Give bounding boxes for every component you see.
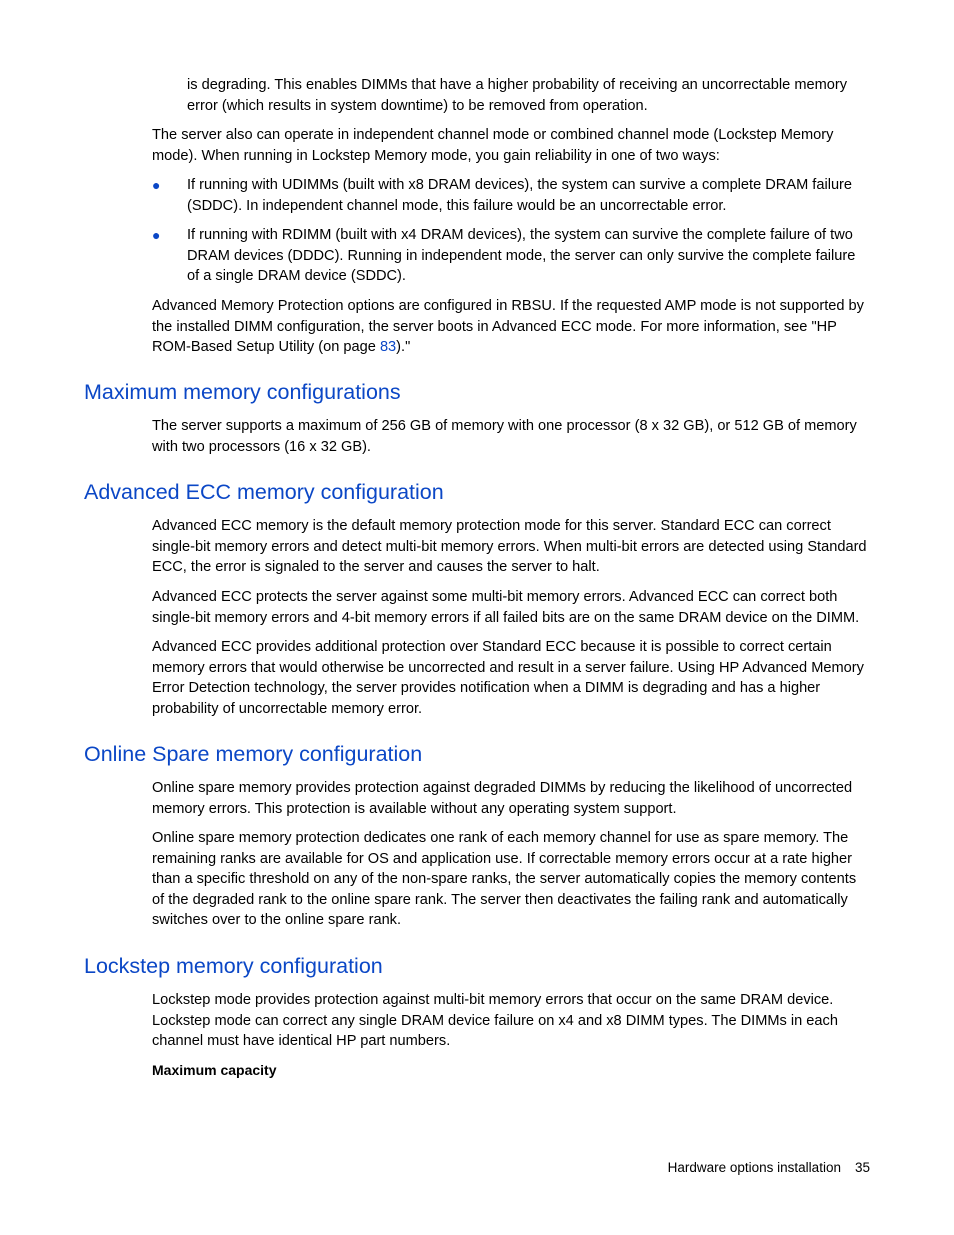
- online-spare-paragraph-1: Online spare memory provides protection against degraded DIMMs by reducing the likelihood of uncorrected memory errors. This protection is available without any operating system support.: [152, 780, 853, 817]
- heading-lockstep: Lockstep memory configuration: [84, 954, 383, 978]
- page-number: 35: [854, 1160, 870, 1175]
- maximum-paragraph: The server supports a maximum of 256 GB of memory with one processor (8 x 32 GB), or 512 GB of memory with two processors (16 x 32 GB).: [152, 418, 857, 455]
- heading-online-spare: Online Spare memory configuration: [84, 742, 423, 766]
- continued-paragraph: is degrading. This enables DIMMs that have a higher probability of receiving an uncorrectable memory error (which results in system downtime) to be removed from operation.: [187, 77, 848, 114]
- lockstep-intro-paragraph: The server also can operate in independent channel mode or combined channel mode (Lockstep Memory mode). When running in Lockstep Memory mode, you gain reliability in one of two ways:: [152, 127, 834, 164]
- maximum-capacity-subheading: Maximum capacity: [152, 1062, 277, 1078]
- bullet-icon: ●: [152, 177, 161, 193]
- amp-text-before-link: Advanced Memory Protection options are configured in RBSU. If the requested AMP mode is not supported by the installed DIMM configuration, the server boots in Advanced ECC mode. For more information, see "HP ROM-Based Setup Utility (on page: [152, 298, 864, 355]
- advanced-ecc-paragraph-2: Advanced ECC protects the server against some multi-bit memory errors. Advanced ECC can correct both single-bit memory errors and 4-bit memory errors if all failed bits are on the same DRAM device on the DIMM.: [152, 589, 860, 626]
- bullet-icon: ●: [152, 227, 161, 243]
- amp-paragraph: [152, 296, 870, 358]
- online-spare-paragraph-2: Online spare memory protection dedicates one rank of each memory channel for use as spare memory. The remaining ranks are available for OS and application use. If correctable memory errors occur at a rate higher than a specific threshold on any of the non-spare ranks, the server automatically copies the memory contents of the degraded rank to the online spare rank. The server then deactivates the failing rank and automatically switches over to the online spare rank.: [152, 830, 857, 928]
- bullet-text: If running with RDIMM (built with x4 DRAM devices), the system can survive the complete failure of two DRAM devices (DDDC). Running in independent mode, the server can only survive the complete failure of a single DRAM device (SDDC).: [187, 227, 856, 284]
- heading-maximum-memory: Maximum memory configurations: [84, 380, 401, 404]
- footer-section-title: Hardware options installation: [667, 1160, 841, 1175]
- page-link[interactable]: 83: [379, 339, 397, 355]
- lockstep-paragraph: Lockstep mode provides protection against multi-bit memory errors that occur on the same DRAM device. Lockstep mode can correct any single DRAM device failure on x4 and x8 DIMM types. The DIMMs in each channel must have identical HP part numbers.: [152, 992, 838, 1049]
- amp-text-after-link: ).": [396, 339, 411, 355]
- page-footer: [668, 1158, 870, 1178]
- bullet-text: If running with UDIMMs (built with x8 DRAM devices), the system can survive a complete DRAM failure (SDDC). In independent channel mode, this failure would be an uncorrectable error.: [187, 177, 853, 214]
- advanced-ecc-paragraph-1: Advanced ECC memory is the default memory protection mode for this server. Standard ECC can correct single-bit memory errors and detect multi-bit memory errors. When multi-bit errors are detected using Standard ECC, the error is signaled to the server and causes the server to halt.: [152, 518, 867, 575]
- advanced-ecc-paragraph-3: Advanced ECC provides additional protection over Standard ECC because it is possible to correct certain memory errors that would otherwise be uncorrected and result in a server failure. Using HP Advanced Memory Error Detection technology, the server provides notification when a DIMM is degrading and has a higher probability of uncorrectable memory error.: [152, 639, 864, 717]
- heading-advanced-ecc: Advanced ECC memory configuration: [84, 480, 444, 504]
